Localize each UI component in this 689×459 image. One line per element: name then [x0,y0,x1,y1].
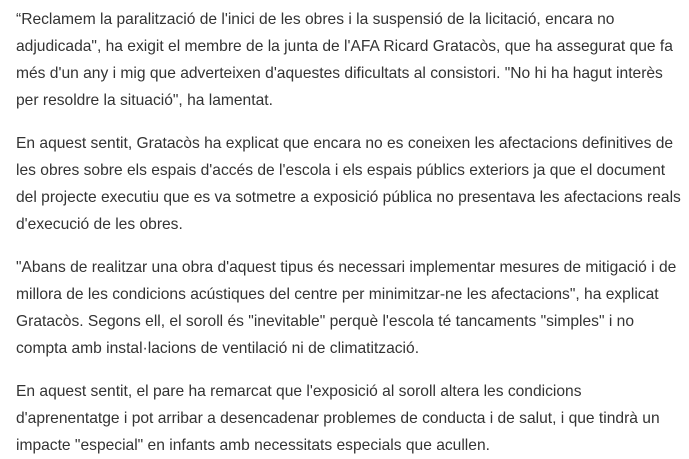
paragraph-4: En aquest sentit, el pare ha remarcat que l'exposició al soroll altera les condicions d'aprenentatge i pot arribar a desencadenar problemes de conducta i de salut, i que tindrà un impacte "especial" en infants amb necessitats especials que acullen. [16,383,660,454]
paragraph-1: “Reclamem la paralització de l'inici de les obres i la suspensió de la licitació, encara no adjudicada", ha exigit el membre de la junta de l'AFA Ricard Gratacòs, que ha assegurat que fa més d'un any i mig que adverteixen d'aquestes dificultats al consistori. "No hi ha hagut interès per resoldre la situació", ha lamentat. [16,11,673,109]
paragraph-3: "Abans de realitzar una obra d'aquest tipus és necessari implementar mesures de mitigació i de millora de les condicions acústiques del centre per minimitzar-ne les afectacions", ha explicat Gratacòs. Segons ell, el soroll és "inevitable" perquè l'escola té tancaments "simples" i no compta amb instal·lacions de ventilació ni de climatització. [16,259,677,357]
paragraph-2: En aquest sentit, Gratacòs ha explicat que encara no es coneixen les afectacions definitives de les obres sobre els espais d'accés de l'escola i els espais públics exteriors ja que el document del projecte executiu que es va sotmetre a exposició pública no presentava les afectacions reals d'execució de les obres. [16,135,681,233]
